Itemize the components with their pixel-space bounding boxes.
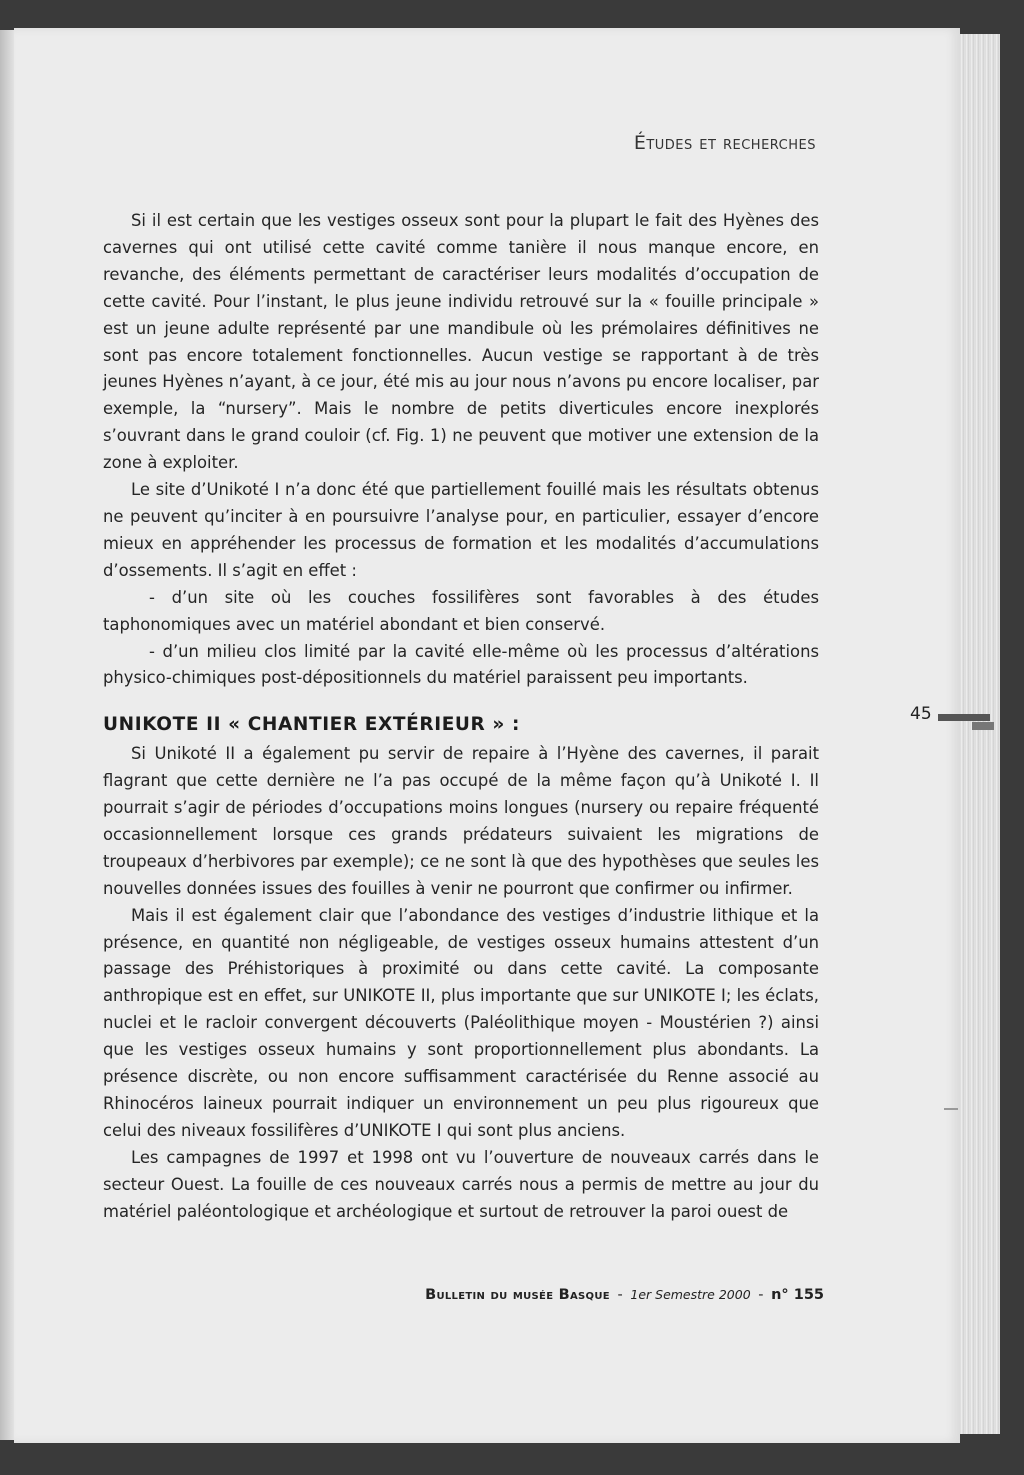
paragraph-hyenes: Si il est certain que les vestiges osseux sont pour la plupart le fait des Hyènes des cavernes qui ont utilisé cette cavité comme tanière il nous manque encore, en revanche, des éléments permettant de caractériser leurs modalités d’occupation de cette cavité. Pour l’instant, le plus jeune individu retrouvé sur la « fouille principale » est un jeune adulte représenté par une mandibule où les prémolaires définitives ne sont pas encore totalement fonctionnelles. Aucun vestige se rapportant à de très jeunes Hyènes n’ayant, à ce jour, été mis au jour nous n’avons pu encore localiser, par exemple, la “nursery”. Mais le nombre de petits diverticules encore inexplorés s’ouvrant dans le grand couloir (cf. Fig. 1) ne peuvent que motiver une extension de la zone à exploiter. <box>103 211 819 473</box>
paragraph-unikote-1: Le site d’Unikoté I n’a donc été que partiellement fouillé mais les résultats obtenus ne peuvent qu’inciter à en poursuivre l’analyse pour, en particulier, essayer d’encore mieux en appréhender les processus de formation et les modalités d’accumulations d’ossements. Il s’agit en effet : <box>103 480 819 580</box>
page-stack-edge <box>960 34 1000 1434</box>
bullet-item: - d’un site où les couches fossilifères sont favorables à des études taphonomiques avec un matériel abondant et bien conservé. <box>103 587 819 634</box>
adjacent-page-edge <box>0 30 14 1440</box>
page-tab-marker <box>938 714 990 721</box>
semester-label: 1er Semestre 2000 <box>630 1287 751 1302</box>
journal-title: Bulletin du musée Basque <box>425 1287 610 1303</box>
margin-mark <box>944 1108 958 1110</box>
footer <box>420 1287 824 1303</box>
footer-separator: - <box>758 1287 764 1303</box>
section-heading: UNIKOTE II « CHANTIER EXTÉRIEUR » : <box>103 714 521 736</box>
paragraph-anthropique: Mais il est également clair que l’abondance des vestiges d’industrie lithique et la présence, en quantité non négligeable, de vestiges osseux humains attestent d’un passage des Préhistoriques à proximité ou dans cette cavité. La composante anthropique est en effet, sur UNIKOTE II, plus importante que sur UNIKOTE I; les éclats, nuclei et le racloir convergent découverts (Paléolithique moyen - Moustérien ?) ainsi que les vestiges osseux humains y sont proportionnellement plus abondants. La présence discrète, ou non encore suffisamment caractérisée du Renne associé au Rhinocéros laineux pourrait indiquer un environnement un peu plus rigoureux que celui des niveaux fossilifères d’UNIKOTE I qui sont plus anciens. <box>103 905 819 1140</box>
body-text <box>103 208 819 1226</box>
bullet-item: - d’un milieu clos limité par la cavité elle-même où les processus d’altérations physico-chimiques post-dépositionnels du matériel paraissent peu importants. <box>103 641 819 688</box>
page-tab-marker-shadow <box>972 722 994 730</box>
footer-separator: - <box>617 1287 623 1303</box>
running-head: Études et recherches <box>633 132 816 154</box>
issue-number: n° 155 <box>771 1287 824 1303</box>
paragraph-campagnes: Les campagnes de 1997 et 1998 ont vu l’ouverture de nouveaux carrés dans le secteur Ouest. La fouille de ces nouveaux carrés nous a permis de mettre au jour du matériel paléontologique et archéologique et surtout de retrouver la paroi ouest de <box>103 1147 819 1221</box>
page-number: 45 <box>910 704 932 724</box>
paragraph-unikote-2: Si Unikoté II a également pu servir de repaire à l’Hyène des cavernes, il parait flagrant que cette dernière ne l’a pas occupé de la même façon qu’à Unikoté I. Il pourrait s’agir de périodes d’occupations moins longues (nursery ou repaire fréquenté occasionnellement lorsque ces grands prédateurs suivaient les migrations de troupeaux d’herbivores par exemple); ce ne sont là que des hypothèses que seules les nouvelles données issues des fouilles à venir ne pourront que confirmer ou infirmer. <box>103 744 819 898</box>
